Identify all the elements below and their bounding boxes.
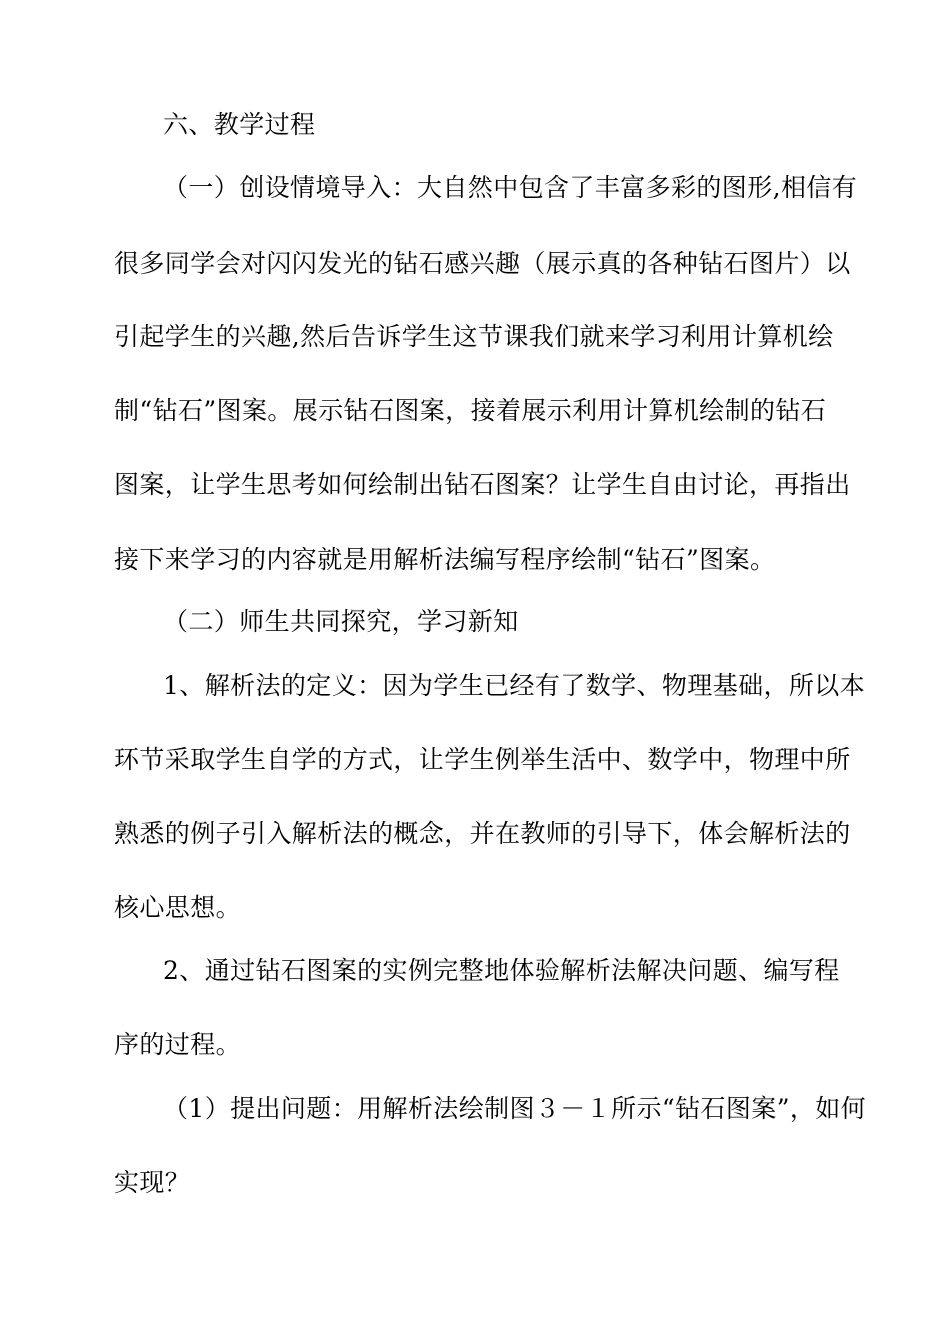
paragraph-line: 1、解析法的定义：因为学生已经有了数学、物理基础，所以本 [163,671,866,700]
paragraph-line: 图案，让学生思考如何绘制出钻石图案？让学生自由讨论，再指出 [114,470,851,499]
paragraph-line: 实现？ [114,1168,191,1197]
paragraph-line: （1）提出问题：用解析法绘制图３－１所示“钻石图案”，如何 [163,1094,867,1123]
paragraph-line: 引起学生的兴趣,然后告诉学生这节课我们就来学习利用计算机绘 [114,322,834,351]
paragraph-line: 接下来学习的内容就是用解析法编写程序绘制“钻石”图案。 [114,545,776,574]
paragraph-line: 环节采取学生自学的方式，让学生例举生活中、数学中，物理中所 [114,745,851,774]
paragraph-line: （一）创设情境导入：大自然中包含了丰富多彩的图形,相信有 [163,173,858,202]
paragraph-line: 制“钻石”图案。展示钻石图案，接着展示利用计算机绘制的钻石 [114,396,827,425]
paragraph-line: 核心思想。 [114,893,242,922]
subsection-heading: （二）师生共同探究，学习新知 [163,607,519,636]
paragraph-line: 很多同学会对闪闪发光的钻石感兴趣（展示真的各种钻石图片）以 [114,249,851,278]
paragraph-line: 熟悉的例子引入解析法的概念，并在教师的引导下，体会解析法的 [114,819,851,848]
paragraph-line: 序的过程。 [114,1030,242,1059]
paragraph-line: 2、通过钻石图案的实例完整地体验解析法解决问题、编写程 [163,956,840,985]
section-heading: 六、教学过程 [163,110,316,139]
